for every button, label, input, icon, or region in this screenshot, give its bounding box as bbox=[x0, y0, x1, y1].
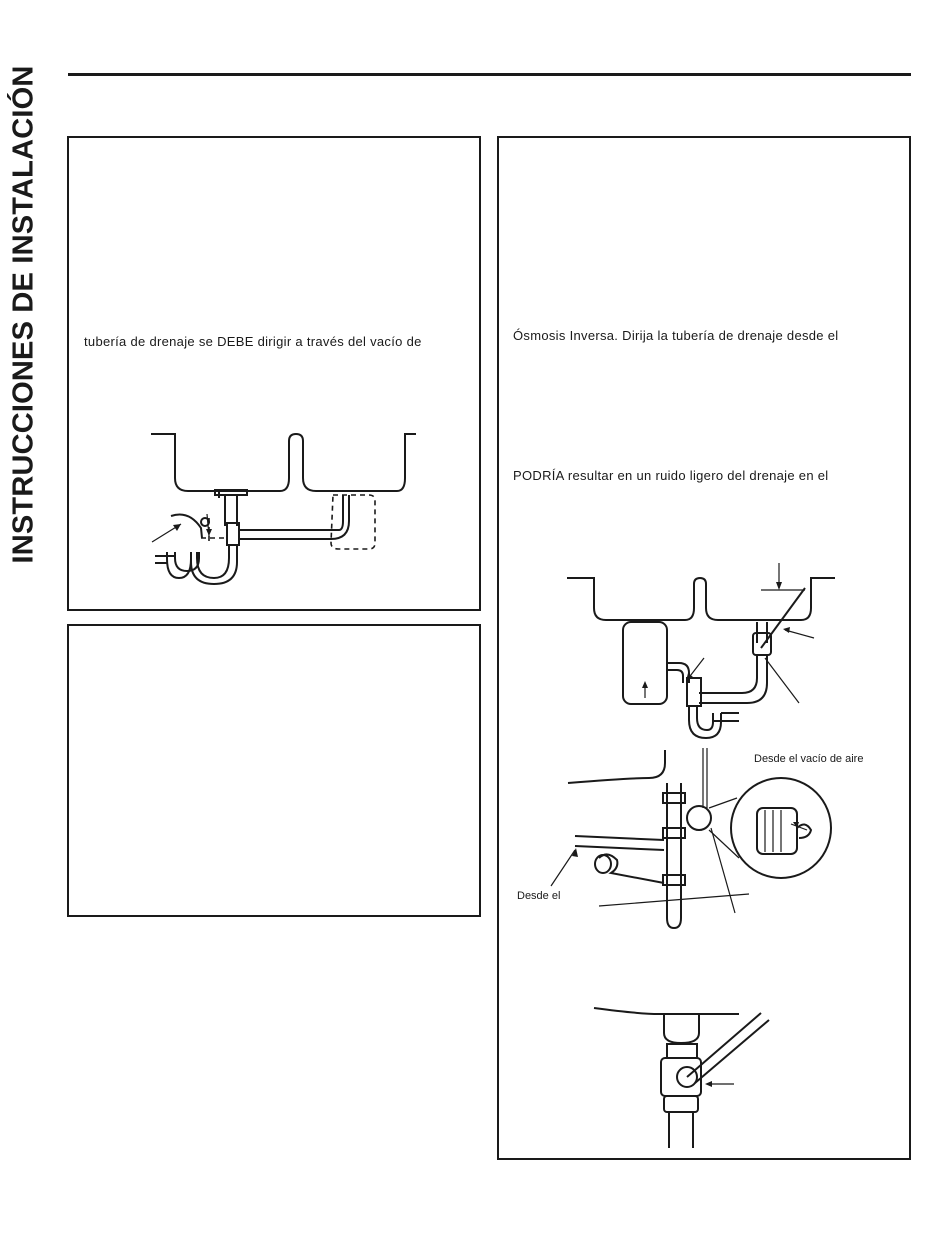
ro-drain-saddle-diagram bbox=[499, 138, 913, 1162]
left-bottom-panel bbox=[67, 624, 481, 917]
left-top-text: tubería de drenaje se DEBE dirigir a través del vacío de bbox=[84, 334, 422, 349]
right-text-line-2: PODRÍA resultar en un ruido ligero del drenaje en el bbox=[513, 468, 829, 483]
section-title bbox=[4, 40, 44, 588]
left-top-panel bbox=[67, 136, 481, 611]
right-text-line-1: Ósmosis Inversa. Dirija la tubería de drenaje desde el bbox=[513, 328, 839, 343]
label-from-air-gap: Desde el vacío de aire bbox=[754, 753, 864, 765]
section-title-text: INSTRUCCIONES DE INSTALACIÓN bbox=[7, 64, 40, 564]
right-panel bbox=[497, 136, 911, 1160]
label-from: Desde el bbox=[517, 890, 561, 902]
header-rule bbox=[68, 73, 911, 76]
air-gap-drain-diagram bbox=[69, 138, 483, 613]
